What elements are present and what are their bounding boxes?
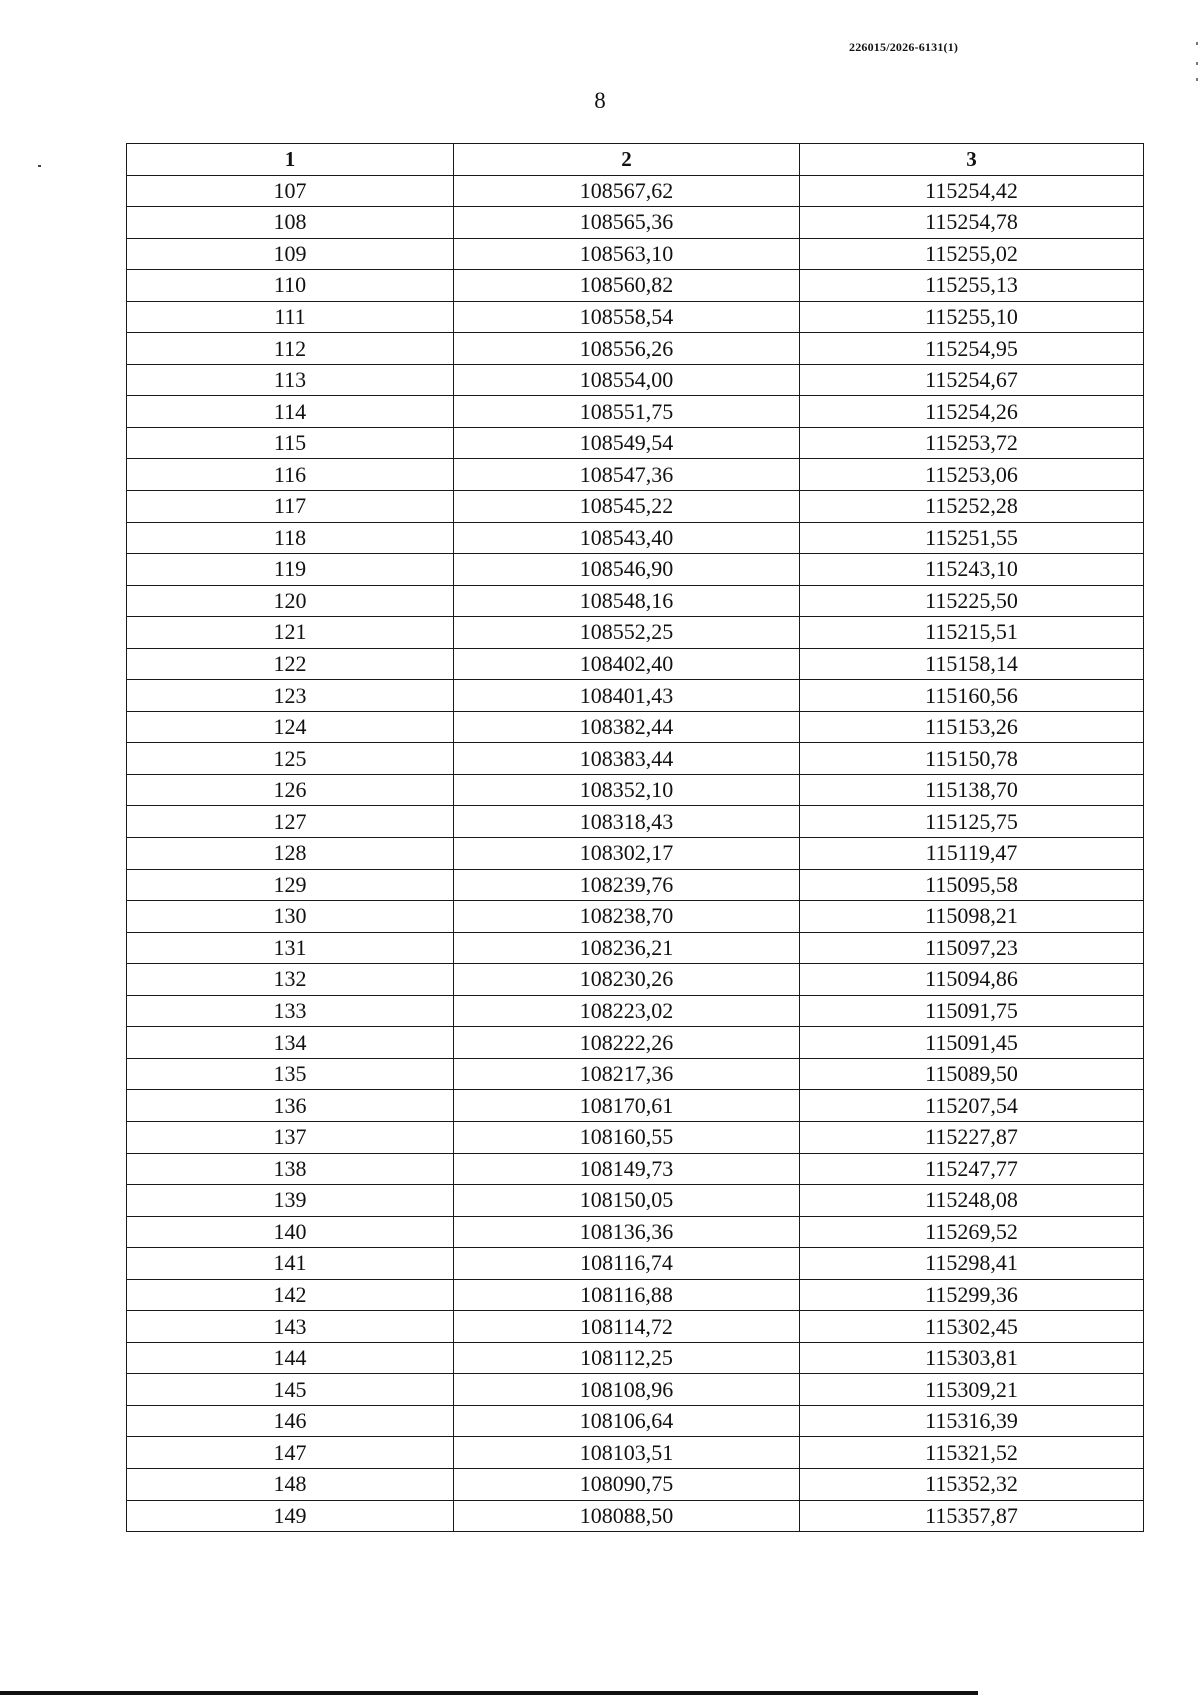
table-cell-col-3: 115098,21 (800, 901, 1144, 933)
table-cell-col-2: 108236,21 (454, 932, 800, 964)
table-cell-col-1: 109 (127, 238, 454, 270)
table-cell-col-2: 108552,25 (454, 617, 800, 649)
table-cell-col-1: 115 (127, 427, 454, 459)
table-row (127, 522, 1144, 554)
table-cell-col-3: 115253,06 (800, 459, 1144, 491)
bottom-rule (0, 1691, 978, 1695)
table-row (127, 1185, 1144, 1217)
table-cell-col-1: 144 (127, 1342, 454, 1374)
table-row (127, 1216, 1144, 1248)
table-cell-col-2: 108170,61 (454, 1090, 800, 1122)
table-row (127, 648, 1144, 680)
table-cell-col-2: 108567,62 (454, 175, 800, 207)
table-row (127, 806, 1144, 838)
table-cell-col-3: 115248,08 (800, 1185, 1144, 1217)
table-cell-col-1: 113 (127, 364, 454, 396)
table-cell-col-3: 115253,72 (800, 427, 1144, 459)
table-row (127, 1058, 1144, 1090)
table-cell-col-3: 115158,14 (800, 648, 1144, 680)
table-row (127, 1027, 1144, 1059)
table-cell-col-3: 115207,54 (800, 1090, 1144, 1122)
table-cell-col-2: 108558,54 (454, 301, 800, 333)
table-cell-col-3: 115254,26 (800, 396, 1144, 428)
table-cell-col-3: 115091,45 (800, 1027, 1144, 1059)
table-row (127, 1090, 1144, 1122)
table-cell-col-2: 108563,10 (454, 238, 800, 270)
table-cell-col-1: 136 (127, 1090, 454, 1122)
table-cell-col-2: 108116,74 (454, 1248, 800, 1280)
table-cell-col-1: 123 (127, 680, 454, 712)
table-row (127, 1437, 1144, 1469)
table-cell-col-3: 115254,78 (800, 207, 1144, 239)
table-cell-col-3: 115254,67 (800, 364, 1144, 396)
column-header-2: 2 (454, 144, 800, 176)
table-cell-col-3: 115254,95 (800, 333, 1144, 365)
table-row (127, 1468, 1144, 1500)
table-cell-col-2: 108554,00 (454, 364, 800, 396)
table-cell-col-2: 108402,40 (454, 648, 800, 680)
table-cell-col-3: 115225,50 (800, 585, 1144, 617)
coordinates-table (126, 143, 1144, 1532)
table-row (127, 175, 1144, 207)
table-row (127, 1279, 1144, 1311)
margin-tick (1196, 62, 1198, 65)
table-cell-col-3: 115252,28 (800, 491, 1144, 523)
table-row (127, 333, 1144, 365)
table-row (127, 238, 1144, 270)
table-cell-col-1: 121 (127, 617, 454, 649)
table-row (127, 301, 1144, 333)
table-cell-col-2: 108116,88 (454, 1279, 800, 1311)
table-cell-col-1: 116 (127, 459, 454, 491)
table-cell-col-2: 108088,50 (454, 1500, 800, 1532)
table-cell-col-1: 143 (127, 1311, 454, 1343)
table-cell-col-1: 111 (127, 301, 454, 333)
table-cell-col-3: 115269,52 (800, 1216, 1144, 1248)
table-cell-col-3: 115255,02 (800, 238, 1144, 270)
table-cell-col-1: 138 (127, 1153, 454, 1185)
table-cell-col-3: 115150,78 (800, 743, 1144, 775)
table-cell-col-2: 108545,22 (454, 491, 800, 523)
table-cell-col-2: 108352,10 (454, 774, 800, 806)
table-row (127, 743, 1144, 775)
table-cell-col-3: 115243,10 (800, 554, 1144, 586)
table-cell-col-1: 149 (127, 1500, 454, 1532)
table-cell-col-3: 115302,45 (800, 1311, 1144, 1343)
table-cell-col-3: 115299,36 (800, 1279, 1144, 1311)
table-cell-col-2: 108230,26 (454, 964, 800, 996)
column-header-1: 1 (127, 144, 454, 176)
table-cell-col-1: 146 (127, 1405, 454, 1437)
table-cell-col-2: 108556,26 (454, 333, 800, 365)
table-cell-col-1: 128 (127, 838, 454, 870)
table-cell-col-3: 115091,75 (800, 995, 1144, 1027)
table-cell-col-2: 108565,36 (454, 207, 800, 239)
table-cell-col-1: 120 (127, 585, 454, 617)
table-cell-col-2: 108103,51 (454, 1437, 800, 1469)
table-cell-col-3: 115298,41 (800, 1248, 1144, 1280)
table-cell-col-1: 108 (127, 207, 454, 239)
table-row (127, 995, 1144, 1027)
table-row (127, 1311, 1144, 1343)
table-cell-col-3: 115321,52 (800, 1437, 1144, 1469)
table-row (127, 1405, 1144, 1437)
table-cell-col-2: 108106,64 (454, 1405, 800, 1437)
table-cell-col-3: 115138,70 (800, 774, 1144, 806)
table-cell-col-1: 112 (127, 333, 454, 365)
page-number: 8 (594, 88, 606, 113)
table-row (127, 1374, 1144, 1406)
table-cell-col-2: 108136,36 (454, 1216, 800, 1248)
table-row (127, 711, 1144, 743)
table-row (127, 207, 1144, 239)
table-row (127, 364, 1144, 396)
table-row (127, 964, 1144, 996)
table-cell-col-2: 108239,76 (454, 869, 800, 901)
table-cell-col-2: 108149,73 (454, 1153, 800, 1185)
table-cell-col-1: 122 (127, 648, 454, 680)
table-cell-col-1: 142 (127, 1279, 454, 1311)
table-row (127, 617, 1144, 649)
table-cell-col-2: 108551,75 (454, 396, 800, 428)
table-row (127, 932, 1144, 964)
table-cell-col-2: 108548,16 (454, 585, 800, 617)
table-cell-col-2: 108114,72 (454, 1311, 800, 1343)
table-cell-col-3: 115119,47 (800, 838, 1144, 870)
table-cell-col-3: 115215,51 (800, 617, 1144, 649)
table-cell-col-3: 115095,58 (800, 869, 1144, 901)
table-cell-col-3: 115089,50 (800, 1058, 1144, 1090)
table-cell-col-1: 125 (127, 743, 454, 775)
table-cell-col-3: 115227,87 (800, 1121, 1144, 1153)
table-cell-col-1: 140 (127, 1216, 454, 1248)
table-cell-col-2: 108401,43 (454, 680, 800, 712)
table-cell-col-2: 108217,36 (454, 1058, 800, 1090)
column-header-3: 3 (800, 144, 1144, 176)
table-cell-col-1: 118 (127, 522, 454, 554)
table-row (127, 554, 1144, 586)
table-cell-col-1: 141 (127, 1248, 454, 1280)
table-cell-col-3: 115254,42 (800, 175, 1144, 207)
table-cell-col-1: 135 (127, 1058, 454, 1090)
table-cell-col-2: 108150,05 (454, 1185, 800, 1217)
table-cell-col-3: 115316,39 (800, 1405, 1144, 1437)
table-cell-col-1: 145 (127, 1374, 454, 1406)
table-cell-col-3: 115255,13 (800, 270, 1144, 302)
table-cell-col-1: 148 (127, 1468, 454, 1500)
table-cell-col-1: 133 (127, 995, 454, 1027)
table-cell-col-1: 132 (127, 964, 454, 996)
table-row (127, 427, 1144, 459)
table-cell-col-1: 129 (127, 869, 454, 901)
table-cell-col-3: 115255,10 (800, 301, 1144, 333)
document-number: 226015/2026-6131(1) (849, 40, 959, 54)
table-row (127, 869, 1144, 901)
table-header-row (127, 144, 1144, 176)
table-row (127, 459, 1144, 491)
table-cell-col-2: 108547,36 (454, 459, 800, 491)
table-cell-col-3: 115097,23 (800, 932, 1144, 964)
table-row (127, 396, 1144, 428)
table-cell-col-2: 108090,75 (454, 1468, 800, 1500)
table-cell-col-1: 119 (127, 554, 454, 586)
table-cell-col-2: 108318,43 (454, 806, 800, 838)
table-cell-col-2: 108302,17 (454, 838, 800, 870)
table-cell-col-3: 115153,26 (800, 711, 1144, 743)
table-row (127, 1342, 1144, 1374)
table-cell-col-3: 115303,81 (800, 1342, 1144, 1374)
table-row (127, 491, 1144, 523)
table-body (127, 175, 1144, 1532)
margin-tick (1196, 42, 1198, 45)
table-cell-col-2: 108549,54 (454, 427, 800, 459)
table-cell-col-1: 124 (127, 711, 454, 743)
table-row (127, 1248, 1144, 1280)
table-cell-col-1: 131 (127, 932, 454, 964)
table-cell-col-2: 108546,90 (454, 554, 800, 586)
table-cell-col-2: 108223,02 (454, 995, 800, 1027)
table-row (127, 838, 1144, 870)
stray-mark (38, 165, 41, 167)
table-row (127, 901, 1144, 933)
table-cell-col-3: 115247,77 (800, 1153, 1144, 1185)
table-row (127, 1121, 1144, 1153)
table-cell-col-1: 126 (127, 774, 454, 806)
table-cell-col-2: 108222,26 (454, 1027, 800, 1059)
table-cell-col-1: 107 (127, 175, 454, 207)
margin-tick (1196, 78, 1198, 81)
table-cell-col-1: 139 (127, 1185, 454, 1217)
table-cell-col-2: 108560,82 (454, 270, 800, 302)
table-cell-col-1: 127 (127, 806, 454, 838)
table-cell-col-1: 147 (127, 1437, 454, 1469)
table-cell-col-3: 115160,56 (800, 680, 1144, 712)
table-row (127, 270, 1144, 302)
table-cell-col-3: 115094,86 (800, 964, 1144, 996)
table-row (127, 1500, 1144, 1532)
table-cell-col-1: 117 (127, 491, 454, 523)
table-cell-col-3: 115125,75 (800, 806, 1144, 838)
table-row (127, 585, 1144, 617)
table-row (127, 680, 1144, 712)
table-cell-col-1: 134 (127, 1027, 454, 1059)
table-cell-col-2: 108543,40 (454, 522, 800, 554)
table-cell-col-3: 115357,87 (800, 1500, 1144, 1532)
table-cell-col-2: 108108,96 (454, 1374, 800, 1406)
table-cell-col-2: 108238,70 (454, 901, 800, 933)
table-row (127, 774, 1144, 806)
table-cell-col-2: 108382,44 (454, 711, 800, 743)
table-row (127, 1153, 1144, 1185)
table-cell-col-1: 114 (127, 396, 454, 428)
table-cell-col-3: 115251,55 (800, 522, 1144, 554)
table-cell-col-1: 137 (127, 1121, 454, 1153)
table-cell-col-1: 110 (127, 270, 454, 302)
table-cell-col-1: 130 (127, 901, 454, 933)
table-cell-col-2: 108112,25 (454, 1342, 800, 1374)
table-cell-col-2: 108160,55 (454, 1121, 800, 1153)
table-cell-col-2: 108383,44 (454, 743, 800, 775)
table-cell-col-3: 115352,32 (800, 1468, 1144, 1500)
table-cell-col-3: 115309,21 (800, 1374, 1144, 1406)
